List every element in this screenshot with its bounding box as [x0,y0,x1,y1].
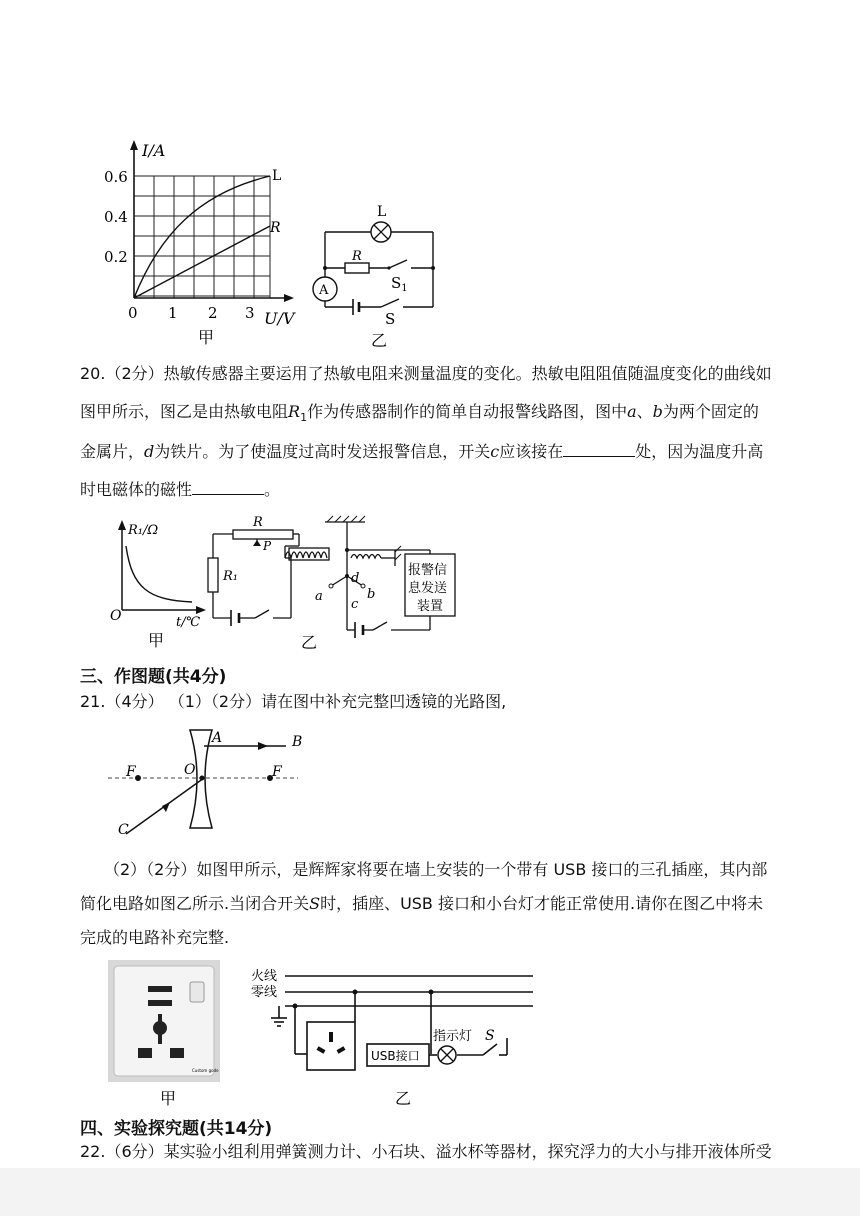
curve-r-label: R [270,220,281,236]
usb-box-label: USB接口 [371,1049,420,1063]
switch-s1-label: $S_1$ [391,274,408,294]
answer-blank[interactable] [563,442,635,457]
slider-label: P [263,539,272,553]
socket-photo [108,960,228,1106]
thermistor-graph [108,518,208,650]
resistor-label: R [352,249,362,264]
point-a-label: A [212,730,223,746]
q20-line3: 金属片，d为铁片。为了使温度过高时发送报警信息，开关c应该接在 处，因为温度升高 [80,442,764,461]
alarm-circuit [205,512,475,652]
focus-right-label: F [272,764,282,780]
q21-line1: 21.（4分） （1）（2分）请在图中补充完整凹透镜的光路图, [80,692,507,711]
figure-caption: 乙 [371,331,388,350]
neutral-wire-label: 零线 [251,985,278,1000]
alarm-box-text: 装置 [417,599,444,614]
figure-caption: 乙 [395,1089,412,1108]
point-b-label: B [292,734,303,750]
thermistor-label: R₁ [223,569,238,584]
focus-left-label: F [126,764,136,780]
x-tick: 1 [168,304,178,322]
rheostat-label: R [253,515,263,530]
x-tick: 2 [208,304,218,322]
figure-caption: 乙 [301,633,318,652]
switch-c-label: c [351,597,359,612]
curve-l-label: L [272,168,282,184]
y-tick: 0.4 [104,208,128,226]
q20-line4: 时电磁体的磁性 。 [80,480,281,499]
lamp-circuit [305,200,445,350]
iron-d-label: d [351,571,360,586]
lamp-label: 指示灯 [433,1029,473,1044]
section-title: 四、实验探究题(共14分) [80,1119,273,1139]
lamp-label: L [377,204,387,220]
figure-caption: 甲 [198,328,215,347]
contact-a-label: a [315,589,323,604]
page-bottom-shade [0,1168,860,1216]
iu-graph [100,138,310,348]
figure-caption: 甲 [148,631,165,650]
switch-label: S [485,1028,495,1044]
alarm-box-text: 息发送 [408,581,448,596]
figure-caption: 甲 [160,1089,177,1106]
center-o-label: O [184,762,196,778]
q21-p2-line2: 简化电路如图乙所示.当闭合开关S时，插座、USB 接口和小台灯才能正常使用.请你在图乙中将未 [80,894,764,913]
answer-blank[interactable] [192,480,264,495]
y-tick: 0.6 [104,168,128,186]
graph-origin: O [110,608,122,624]
photo-brand: Custom gode [192,1068,219,1073]
q21-p2-line3: 完成的电路补充完整. [80,928,230,947]
q20-line2: 图甲所示，图乙是由热敏电阻$R_1$作为传感器制作的简单自动报警线路图，图中a、b为两个固定的 [80,402,759,425]
q21-p2-line1: （2）（2分）如图甲所示，是辉辉家将要在墙上安装的一个带有 USB 接口的三孔插座，其内部 [104,860,768,879]
q20-line1: 20.（2分）热敏传感器主要运用了热敏电阻来测量温度的变化。热敏电阻阻值随温度变化的曲线如 [80,364,772,383]
x-axis-label: U/V [264,309,295,328]
graph-y-label: R₁/Ω [128,523,159,538]
graph-x-label: t/℃ [176,615,201,630]
live-wire-label: 火线 [251,969,278,984]
x-tick: 3 [245,304,255,322]
contact-b-label: b [367,587,376,602]
switch-s-label: S [385,310,396,328]
ammeter-label: A [319,283,329,298]
alarm-box-text: 报警信 [408,563,448,578]
concave-lens-diagram [108,724,308,844]
household-circuit [245,960,545,1108]
x-tick: 0 [128,304,138,322]
y-axis-label: I/A [142,141,166,160]
q22-line1: 22.（6分）某实验小组利用弹簧测力计、小石块、溢水杯等器材，探究浮力的大小与排开液体所受 [80,1142,772,1161]
section-title: 三、作图题(共4分) [80,667,227,687]
resistance-curve [126,546,192,602]
y-tick: 0.2 [104,248,128,266]
point-c-label: C [118,822,129,838]
